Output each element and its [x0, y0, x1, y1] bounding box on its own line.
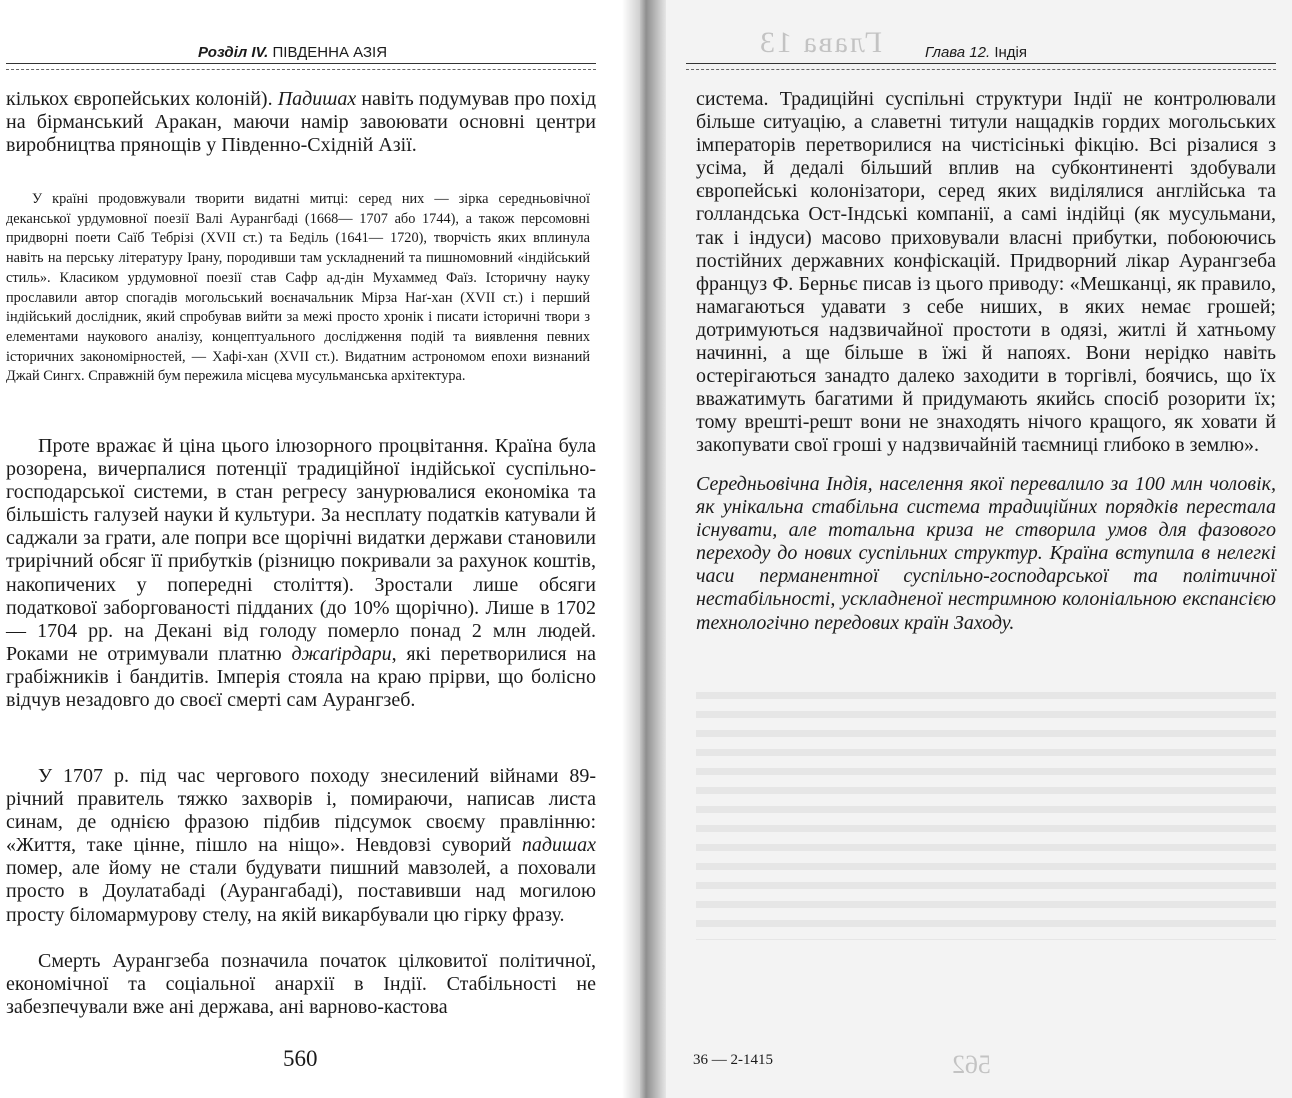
show-through-page-number: 562	[952, 1050, 991, 1079]
paragraph	[6, 765, 596, 927]
paragraph: система. Традиційні суспільні структури Індії не контролювали більше ситуацію, а славетні титули нащадків гордих могольських імператорів перетворилися на чистісінькі фікцію. Всі різалися з усіма, й дедалі більший вплив на субконтиненті здобували європейські колонізатори, серед яких виділялися англійська та голландська Ост-Індські компанії, а самі індійці (як мусульмани, так і індуси) масово приховували власні прибутки, побоюючись постійних державних конфіскацій. Придворний лікар Аурангзеба француз Ф. Берньє писав із цього приводу: «Мешканці, як правило, намагаються удавати з себе ниших, в яких немає грошей; дотримуються надзвичайної простоти в одязі, житлі й хатньому начинні, а ще більше в їжі й напоях. Вони нерідко навіть остерігаються занадто далеко заходити в торгівлі, боячись, що їх вважатимуть багатими й придумають якийсь спосіб розорити їх; тому врешті-решт вони не знаходять нічого кращого, як ховати й закопувати свої гроші у надзвичайній таємниці глибоко в землю».	[696, 88, 1276, 457]
page-number: 560	[283, 1046, 318, 1071]
running-head-left	[198, 44, 387, 61]
text-run: У 1707 р. під час чергового походу знесилений війнами 89-річний правитель тяжко захворів і, помираючи, написав листа синам, де однією фразою підбив підсумок своєму правлінню: «Життя, таке цінне, пішло на ніщо». Невдовзі суворий	[6, 765, 596, 857]
text-run: Проте вражає й ціна цього ілюзорного процвітання. Країна була розорена, вичерпалися потенції традиційної індійської суспільно-господарської системи, в стан регресу занурювалися економіка та більшість галузей науки й культури. За несплату податків катували й саджали за грати, але попри все щорічні видатки держави становили трирічний обсяг її прибутків (різницю покривали за рахунок коштів, накопичених у попередні століття). Зростали лише обсяги податкової заборгованості підданих (до 10% щорічно). Лише в 1702— 1704 рр. на Декані від голоду померло понад 2 млн людей. Роками не отримували платню	[6, 435, 596, 665]
italic-paragraph: Середньовічна Індія, населення якої перевалило за 100 млн чоловік, як унікальна стабільна система традиційних порядків перестала існувати, але тотальна криза не створила умов для фазового переходу до нових суспільних структур. Країна вступила в нелегкі часи перманентної суспільно-господарської та політичної нестабільності, ускладненої нестримною колоніальною експансією технологічно передових країн Заходу.	[696, 473, 1276, 634]
right-page	[640, 0, 1292, 1098]
show-through-header: Глава 13	[758, 26, 882, 59]
running-head-prefix: Глава 12.	[925, 44, 991, 61]
header-rule	[686, 63, 1276, 70]
running-head-title: ПІВДЕННА АЗІЯ	[272, 44, 388, 61]
text-run: , які перетворилися на грабіжників і бандитів. Імперія стояла на краю прірви, що болісно відчув незадовго до своєї смерті сам Аурангзеб.	[6, 642, 596, 712]
italic-term: падишах	[521, 834, 596, 857]
text-run: навіть подумував про похід на бірманський Аракан, маючи намір завоювати основні центри виробництва прянощів у Південно-Східній Азії.	[6, 88, 596, 157]
running-head-title: Індія	[994, 44, 1028, 61]
left-page	[0, 0, 640, 1098]
running-head-right	[925, 44, 1027, 61]
text-run: кількох європейських колоній).	[6, 88, 278, 110]
book-gutter	[622, 0, 666, 1098]
italic-term: Падишах	[277, 88, 357, 110]
paragraph	[6, 88, 596, 157]
running-head-prefix: Розділ IV.	[198, 44, 269, 61]
italic-term: джаґірдари	[291, 642, 392, 665]
header-rule	[6, 63, 596, 70]
signature-mark: 36 — 2-1415	[693, 1052, 773, 1068]
paragraph	[6, 435, 596, 712]
small-print-paragraph: У країні продовжували творити видатні митці: серед них — зірка середньовічної деканської урдумовної поезії Валі Аурангбаді (1668— 1707 або 1744), а також персомовні придворні поети Саїб Тебрізі (XVII ст.) та Беділь (1641— 1720), творчість яких вплинула навіть на перську літературу Ірану, породивши там ускладнений та пишномовний «індійський стиль». Класиком урдумовної поезії став Сафр ад-дін Мухаммед Фаїз. Історичну науку прославили автор спогадів могольський воєначальник Мірза Наґ-хан (XVII ст.) і перший індійський дослідник, який спробував вийти за межі просто хронік і писати історичні твори з елементами наукового аналізу, концептуального дослідження подій та виявлення певних історичних закономірностей, — Хафі-хан (XVII ст.). Видатним астрономом епохи визнаний Джай Сингх. Справжній бум пережила місцева мусульманська архітектура.	[6, 191, 590, 385]
paragraph: Смерть Аурангзеба позначила початок цілковитої політичної, економічної та соціальної анархії в Індії. Стабільності не забезпечували вже ані держава, ані варново-кастова	[6, 950, 596, 1019]
show-through-text	[696, 680, 1276, 940]
text-run: помер, але йому не стали будувати пишний мавзолей, а поховали просто в Доулатабаді (Аурангабаді), поставивши над могилою просту біломармурову стелу, на якій викарбували цю гірку фразу.	[6, 857, 596, 926]
